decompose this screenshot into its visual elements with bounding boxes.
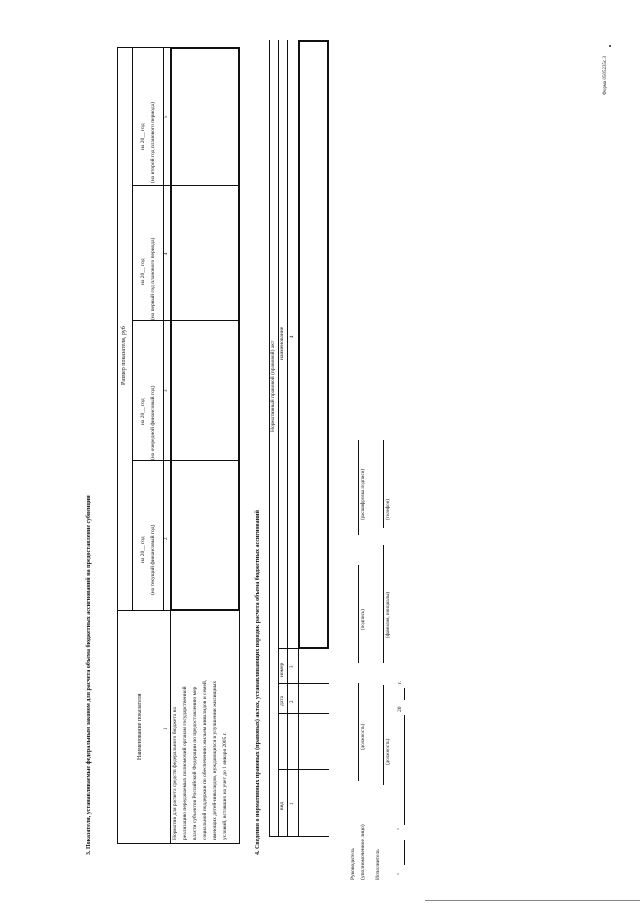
date-year-prefix: 20: [397, 706, 403, 712]
executor-fio-caption: (фамилия, инициалы): [386, 591, 391, 638]
head-position-caption: (должность): [361, 723, 366, 750]
indicator-row-line4: социальной поддержки по обеспечению жильем инвалидов и семей,: [202, 679, 208, 840]
section4-title: 4. Сведения о нормативных правовых (правовых) актах, устанавливающих порядок расчета объема бюджетных ассигнований: [255, 510, 261, 855]
date-open-quote: ": [397, 872, 403, 875]
col1-number: 1: [164, 727, 169, 730]
col-type-number: 1: [290, 802, 295, 805]
legal-act-header: Нормативный правовой (правовой) акт: [270, 340, 276, 432]
col4-year: на 20__ год: [140, 258, 146, 285]
executor-label: Исполнитель: [375, 849, 381, 880]
col5-year: на 20__ год: [140, 123, 146, 150]
col2-number: 2: [164, 537, 169, 540]
col-type-label: вид: [279, 801, 285, 810]
col5-number: 5: [164, 115, 169, 118]
head-signature-caption: (подпись): [361, 609, 366, 630]
col5-period: (на второй год планового периода): [150, 102, 156, 183]
col2-period: (на текущий финансовый год): [150, 524, 156, 595]
col-name-label: наименование: [279, 326, 285, 360]
form-code: Форма 0505235с.3: [603, 56, 608, 95]
indicator-row-line1: Норматив для расчета средств федерального бюджета на: [172, 707, 178, 840]
date-year-suffix: г.: [397, 680, 403, 684]
indicator-row-line6: условий, вставших на учет до 1 января 2005 г.: [222, 732, 228, 840]
indicator-size-header: Размер показателя, руб: [121, 326, 127, 385]
col4-period: (на первый год планового периода): [150, 237, 156, 320]
col-date-number: 2: [290, 700, 295, 703]
indicator-name-header: Наименование показателя: [137, 693, 143, 760]
scan-edge: [425, 900, 640, 901]
scan-mark: [609, 45, 611, 47]
col-name-number: 4: [290, 335, 295, 338]
col-number-label: номер: [279, 662, 285, 677]
col3-number: 3: [164, 389, 169, 392]
head-label: Руководитель: [350, 848, 356, 880]
section3-title: 3. Показатели, устанавливаемые федеральным законом для расчета объема бюджетных ассигнований на предоставление субвенции: [86, 495, 92, 855]
col3-year: на 20__ год: [140, 398, 146, 425]
col3-period: (на очередной финансовый год): [150, 385, 156, 460]
date-close-quote: ": [397, 827, 403, 830]
indicator-row-line2: реализацию передаваемых полномочий органам государственной: [182, 686, 188, 840]
head-decoding-caption: (расшифровка подписи): [361, 468, 366, 520]
head-label-note: (уполномоченное лицо): [360, 824, 366, 880]
col-number-number: 3: [290, 665, 295, 668]
executor-position-caption: (должность): [386, 738, 391, 765]
executor-phone-caption: (телефон): [386, 499, 391, 520]
indicator-row-line5: имеющих детей-инвалидов, нуждающихся в улучшении жилищных: [212, 680, 218, 840]
col-date-label: дата: [279, 695, 285, 706]
col4-number: 4: [164, 252, 169, 255]
indicator-row-line3: власти субъектов Российской Федерации по предоставлению мер: [192, 686, 198, 840]
col2-year: на 20__ год: [140, 536, 146, 563]
